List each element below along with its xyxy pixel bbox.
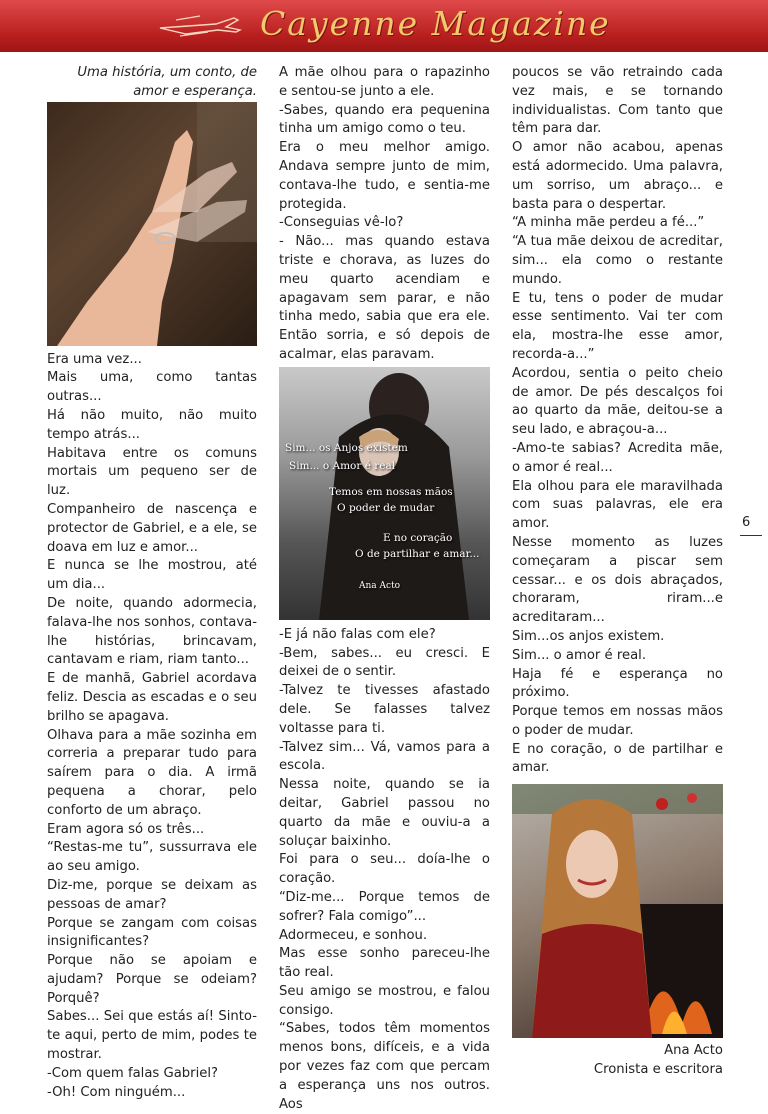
paragraph: poucos se vão retraindo cada vez mais, e se tornando individualistas. Com tanto que têm para dar. [512,65,723,137]
paragraph: -Com quem falas Gabriel? [47,1065,219,1081]
paragraph: Ela olhou para ele maravilhada com suas palavras, ele era amor. [512,478,723,532]
overlay-line: Sim... os Anjos existem [285,441,408,454]
paragraph: Era o meu melhor amigo. Andava sempre junto de mim, contava-lhe tudo, e sentia-me protegida. [279,140,490,212]
photo-credit: Ana Acto [359,580,401,591]
paragraph: Sim...os anjos existem. [512,628,665,644]
paragraph: “A minha mãe perdeu a fé...” [512,215,705,231]
article-column-3 [512,64,723,1080]
paragraph: Olhava para a mãe sozinha em correria a preparar tudo para saírem para o dia. A irmã pequena a chorar, pelo conforto de um abraço. [47,727,257,818]
paragraph: -E já não falas com ele? [279,626,436,642]
paragraph: O amor não acabou, apenas está adormecido. Uma palavra, um sorriso, um abraço... e basta para o despertar. [512,140,723,212]
paragraph: Diz-me, porque se deixam as pessoas de amar? [47,877,257,912]
magazine-banner [0,0,768,52]
paragraph: De noite, quando adormecia, falava-lhe nos sonhos, contava-lhe histórias, brincavam, cantavam e riam, riam tanto... [47,595,257,668]
overlay-line: E no coração [383,531,453,544]
overlay-line: O de partilhar e amar... [355,547,480,560]
overlay-line: Sim... o Amor é real [289,459,396,472]
paragraph: E no coração, o de partilhar e amar. [512,741,723,776]
paragraph: Nesse momento as luzes começaram a piscar sem cessar... e os dois abraçados, choraram, riram...e acreditaram... [512,534,723,626]
airplane-logo-icon [156,10,242,40]
paragraph: Porque se zangam com coisas insignificantes? [47,915,257,950]
paragraph: Era uma vez... [47,351,142,367]
article-tagline: Uma história, um conto, de amor e esperança. [77,65,257,99]
paragraph: -Amo-te sabias? Acredita mãe, o amor é real... [512,440,723,475]
paragraph: “Sabes, todos têm momentos menos bons, difíceis, e a vida por vezes faz com que percam a esperança uns nos outros. Aos [279,1021,490,1112]
author-role: Cronista e escritora [593,1062,723,1078]
page-number: 6 [742,515,751,530]
author-photo [512,784,723,1038]
paragraph: E nunca se lhe mostrou, até um dia... [47,558,257,593]
paragraph: Adormeceu, e sonhou. [279,927,428,943]
paragraph: -Sabes, quando era pequenina tinha um amigo como o teu. [279,102,490,137]
paragraph: Mas esse sonho pareceu-lhe tão real. [279,946,490,981]
paragraph: Seu amigo se mostrou, e falou consigo. [279,983,490,1018]
paragraph: -Conseguias vê-lo? [279,215,404,231]
overlay-line: Temos em nossas mãos [329,485,453,498]
paragraph: Habitava entre os comuns mortais um pequeno ser de luz. [47,445,257,499]
paragraph: -Bem, sabes... eu cresci. E deixei de o sentir. [279,645,490,680]
paragraph: Sim... o amor é real. [512,647,647,663]
paragraph: E tu, tens o poder de mudar esse sentimento. Vai ter com ela, mostra-lhe esse amor, recorda-a...” [512,290,723,362]
paragraph: E de manhã, Gabriel acordava feliz. Descia as escadas e o seu brilho se apagava. [47,671,257,724]
paragraph: -Talvez te tivesses afastado dele. Se falasses talvez voltasse para ti. [279,683,490,736]
page-number-rule [740,535,762,536]
mother-child-photo [279,367,490,620]
paragraph: Sabes... Sei que estás aí! Sinto-te aqui, perto de mim, podes te mostrar. [47,1009,257,1063]
paragraph: -Talvez sim... Vá, vamos para a escola. [279,739,490,774]
paragraph: Haja fé e esperança no próximo. [512,666,723,701]
paragraph: “Restas-me tu”, sussurrava ele ao seu amigo. [47,840,257,875]
paragraph: Acordou, sentia o peito cheio de amor. De pés descalços foi ao quarto da mãe, deitou-se a seu lado, e abraçou-a... [512,365,723,438]
paragraph: “Diz-me... Porque temos de sofrer? Fala comigo”... [279,889,490,924]
paragraph: Há não muito, não muito tempo atrás... [47,407,257,442]
paragraph: - Não... mas quando estava triste e chorava, as luzes do meu quarto acendiam e apagavam sem parar, e não tinha medo, sabia que era ele. Então sorria, e só depois de acalmar, elas paravam. [279,234,490,362]
author-name: Ana Acto [664,1043,723,1059]
article-column-2 [279,64,490,1114]
paragraph: Porque não se apoiam e ajudam? Porque se odeiam? Porquê? [47,953,257,1006]
paragraph: Nessa noite, quando se ia deitar, Gabriel passou no quarto da mãe e ouviu-a a soluçar baixinho. [279,777,490,849]
magazine-title: Cayenne Magazine [260,4,611,43]
paragraph: Mais uma, como tantas outras... [47,370,257,405]
article-column-1 [47,64,257,1102]
paragraph: A mãe olhou para o rapazinho e sentou-se junto a ele. [279,65,490,99]
hand-photo [47,102,257,346]
paragraph: “A tua mãe deixou de acreditar, sim... ela como o restante mundo. [512,234,723,287]
paragraph: Foi para o seu... doía-lhe o coração. [279,852,490,887]
paragraph: -Oh! Com ninguém... [47,1084,186,1100]
overlay-line: O poder de mudar [337,501,435,514]
paragraph: Porque temos em nossas mãos o poder de mudar. [512,704,723,738]
paragraph: Eram agora só os três... [47,821,205,837]
paragraph: Companheiro de nascença e protector de Gabriel, e a ele, se doava em luz e amor... [47,501,257,555]
